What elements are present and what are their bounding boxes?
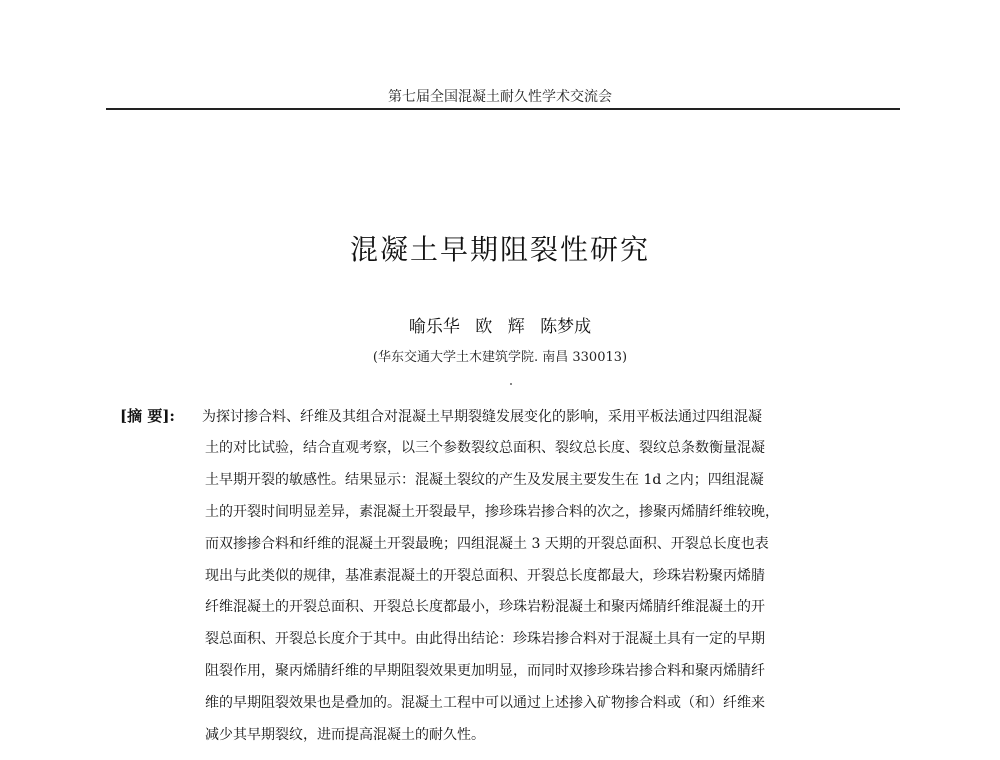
abstract-line: 土早期开裂的敏感性。结果显示：混凝土裂纹的产生及发展主要发生在 1d 之内；四组混凝 [205,472,764,488]
abstract-line: 土的开裂时间明显差异，素混凝土开裂最早，掺珍珠岩掺合料的次之，掺聚丙烯腈纤维较晚， [205,504,779,520]
abstract-line: 裂总面积、开裂总长度介于其中。由此得出结论：珍珠岩掺合料对于混凝土具有一定的早期 [205,631,765,647]
abstract-line: 为探讨掺合料、纤维及其组合对混凝土早期裂缝发展变化的影响，采用平板法通过四组混凝 [202,409,762,425]
paper-title: 混凝土早期阻裂性研究 [349,233,650,266]
abstract-line: 维的早期阻裂效果也是叠加的。混凝土工程中可以通过上述掺入矿物掺合料或（和）纤维来 [205,695,765,711]
decorative-dot [510,383,512,385]
conference-header: 第七届全国混凝土耐久性学术交流会 [388,89,612,105]
abstract-label: [摘 要]: [120,407,175,425]
cutoff-text-fragment [120,752,620,760]
abstract-line: 减少其早期裂纹，进而提高混凝土的耐久性。 [205,727,485,743]
paper-affiliation: (华东交通大学土木建筑学院. 南昌 330013) [372,350,628,365]
paper-authors: 喻乐华 欧 辉 陈梦成 [408,317,592,337]
header-rule [106,108,900,110]
abstract-line: 现出与此类似的规律，基准素混凝土的开裂总面积、开裂总长度都最大，珍珠岩粉聚丙烯腈 [205,568,765,584]
abstract-line: 纤维混凝土的开裂总面积、开裂总长度都最小，珍珠岩粉混凝土和聚丙烯腈纤维混凝土的开 [205,599,765,615]
abstract-line: 阻裂作用，聚丙烯腈纤维的早期阻裂效果更加明显，而同时双掺珍珠岩掺合料和聚丙烯腈纤 [205,663,765,679]
abstract-line: 而双掺掺合料和纤维的混凝土开裂最晚；四组混凝土 3 天期的开裂总面积、开裂总长度也表 [205,536,769,552]
abstract-line: 土的对比试验，结合直观考察，以三个参数裂纹总面积、裂纹总长度、裂纹总条数衡量混凝 [205,440,765,456]
